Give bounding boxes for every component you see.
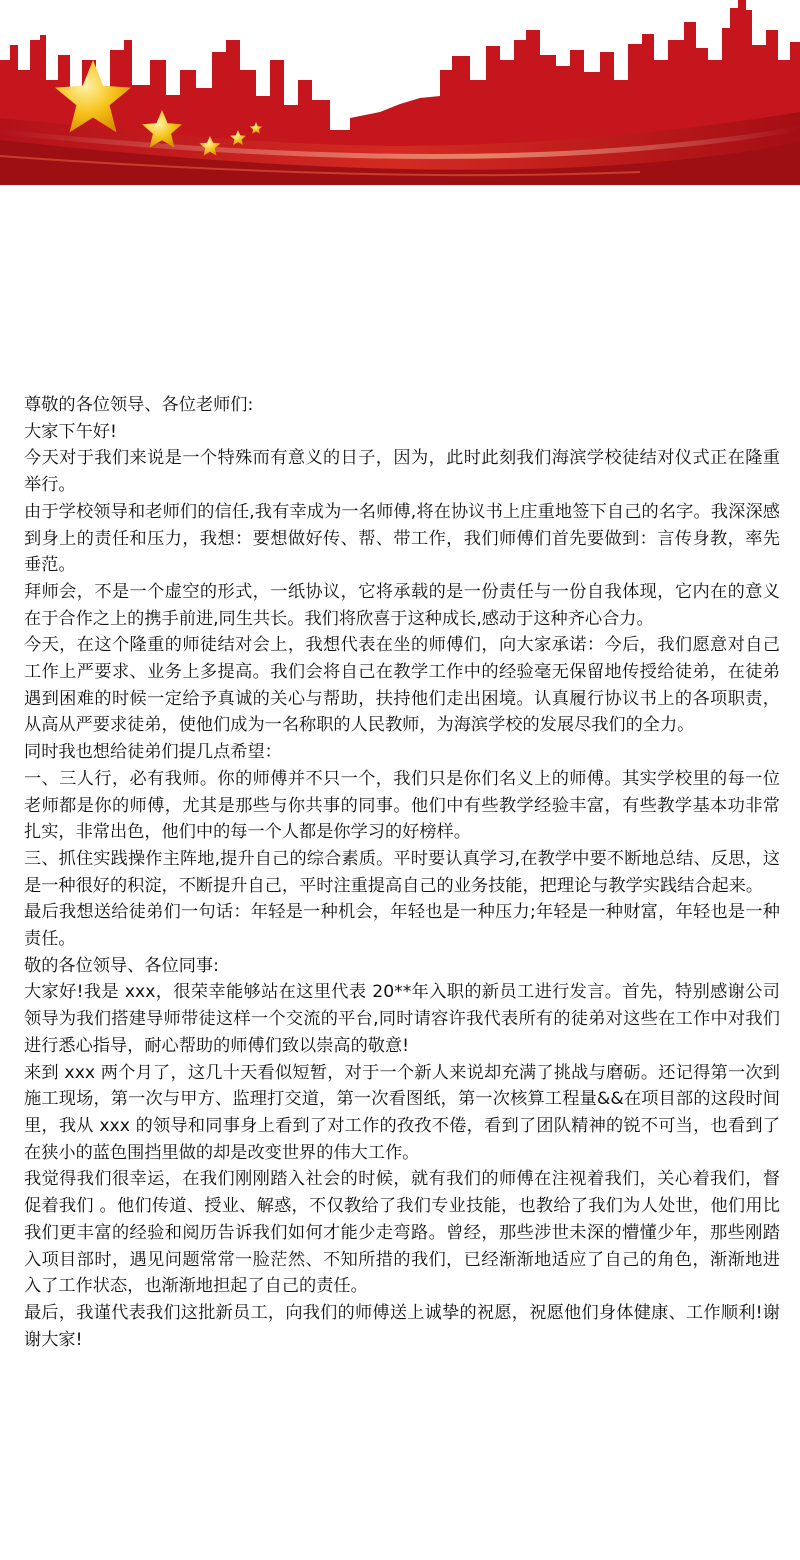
paragraph: 大家好!我是 xxx，很荣幸能够站在这里代表 20**年入职的新员工进行发言。首先，特别感谢公司领导为我们搭建导师带徒这样一个交流的平台,同时请容许我代表所有的徒弟对这些在工作中对我们进行悉心指导，耐心帮助的师傅们致以崇高的敬意! <box>24 982 780 1056</box>
paragraph: 一、三人行，必有我师。你的师傅并不只一个，我们只是你们名义上的师傅。其实学校里的每一位老师都是你的师傅，尤其是那些与你共事的同事。他们中有些教学经验丰富，有些教学基本功非常扎实，非常出色，他们中的每一个人都是你学习的好榜样。 <box>24 768 780 843</box>
salutation: 尊敬的各位领导、各位老师们: <box>24 395 254 415</box>
speech-document <box>24 392 780 1353</box>
header-banner <box>0 0 800 185</box>
closing-paragraph: 最后，我谨代表我们这批新员工，向我们的师傅送上诚挚的祝愿，祝愿他们身体健康、工作顺利!谢谢大家! <box>24 1302 780 1350</box>
paragraph: 由于学校领导和老师们的信任,我有幸成为一名师傅,将在协议书上庄重地签下自己的名字。我深深感到身上的责任和压力，我想：要想做好传、帮、带工作，我们师傅们首先要做到：言传身教，率先垂范。 <box>24 501 780 576</box>
paragraph: 来到 xxx 两个月了，这几十天看似短暂，对于一个新人来说却充满了挑战与磨砺。还记得第一次到施工现场，第一次与甲方、监理打交道，第一次看图纸，第一次核算工程量&&在项目部的这段时间里，我从 xxx 的领导和同事身上看到了对工作的孜孜不倦，看到了团队精神的锐不可当，也看到了在狭小的蓝色围挡里做的却是改变世界的伟大工作。 <box>24 1062 780 1163</box>
paragraph: 今天，在这个隆重的师徒结对会上，我想代表在坐的师傅们，向大家承诺：今后，我们愿意对自己工作上严要求、业务上多提高。我们会将自己在教学工作中的经验毫无保留地传授给徒弟，在徒弟遇到困难的时候一定给予真诚的关心与帮助，扶持他们走出困境。认真履行协议书上的各项职责，从高从严要求徒弟，使他们成为一名称职的人民教师，为海滨学校的发展尽我们的全力。 <box>24 635 780 736</box>
paragraph: 拜师会，不是一个虚空的形式，一纸协议，它将承载的是一份责任与一份自我体现，它内在的意义在于合作之上的携手前进,同生共长。我们将欣喜于这种成长,感动于这种齐心合力。 <box>24 581 780 629</box>
greeting: 大家下午好! <box>24 421 117 442</box>
banner-graphic <box>0 0 800 185</box>
paragraph: 同时我也想给徒弟们提几点希望： <box>24 742 282 763</box>
paragraph: 今天对于我们来说是一个特殊而有意义的日子，因为，此时此刻我们海滨学校徒结对仪式正在隆重举行。 <box>24 448 780 496</box>
paragraph: 我觉得我们很幸运，在我们刚刚踏入社会的时候，就有我们的师傅在注视着我们，关心着我们，督促着我们 。他们传道、授业、解惑，不仅教给了我们专业技能，也教给了我们为人处世，他们用比我们更丰富的经验和阅历告诉我们如何才能少走弯路。曾经，那些涉世未深的懵懂少年，那些刚踏入项目部时，遇见问题常常一脸茫然、不知所措的我们，已经渐渐地适应了自己的角色，渐渐地进入了工作状态，也渐渐地担起了自己的责任。 <box>24 1169 780 1297</box>
salutation: 敬的各位领导、各位同事: <box>24 955 219 976</box>
paragraph: 三、抓住实践操作主阵地,提升自己的综合素质。平时要认真学习,在教学中要不断地总结、反思，这是一种很好的积淀，不断提升自己，平时注重提高自己的业务技能，把理论与教学实践结合起来。 <box>24 848 780 896</box>
paragraph: 最后我想送给徒弟们一句话：年轻是一种机会，年轻也是一种压力;年轻是一种财富，年轻也是一种责任。 <box>24 902 780 950</box>
